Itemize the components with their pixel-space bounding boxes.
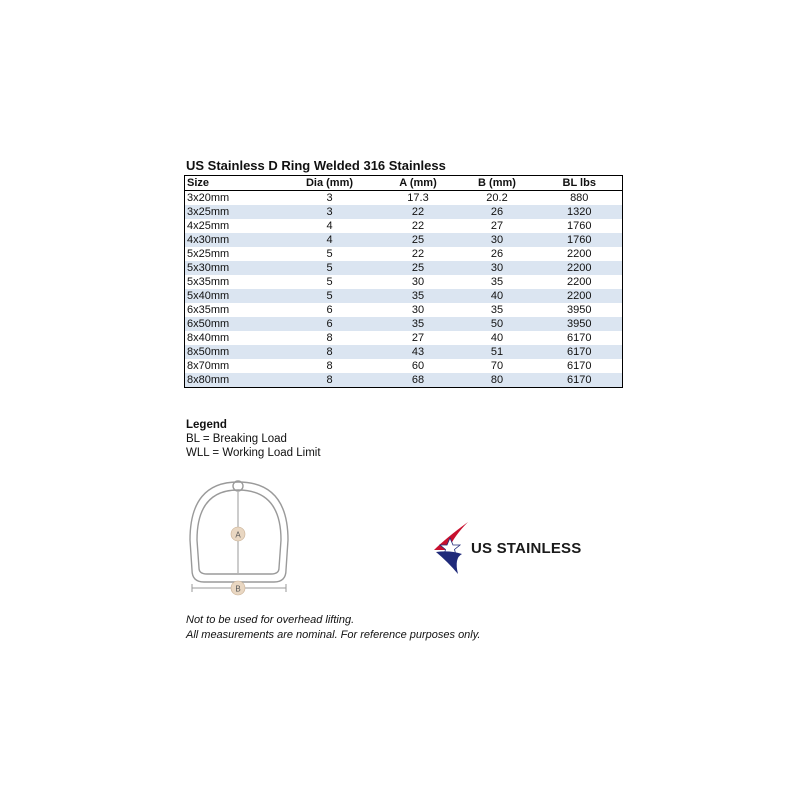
cell-b: 35 [490, 276, 504, 288]
cell-size: 6x35mm [187, 304, 230, 316]
cell-b: 40 [490, 332, 504, 344]
cell-dia: 5 [326, 276, 333, 288]
cell-size: 4x30mm [185, 233, 281, 247]
cell-a: 68 [379, 373, 458, 388]
cell-a: 60 [411, 360, 425, 372]
cell-a: 25 [379, 261, 458, 275]
cell-b: 27 [490, 220, 504, 232]
table-row [185, 219, 623, 233]
cell-bl: 2200 [567, 276, 592, 288]
header-b: B (mm) [458, 176, 537, 191]
logo-text: US STAINLESS [471, 540, 582, 557]
cell-size: 6x50mm [185, 317, 281, 331]
us-stainless-logo-icon [432, 520, 472, 576]
cell-bl: 6170 [537, 373, 623, 388]
spec-table [184, 175, 623, 388]
cell-a: 22 [411, 220, 425, 232]
table-row [185, 331, 623, 345]
label-b: B [235, 584, 241, 594]
cell-bl: 6170 [567, 360, 592, 372]
cell-b: 35 [490, 304, 504, 316]
cell-dia: 6 [281, 317, 379, 331]
cell-dia: 8 [281, 373, 379, 388]
table-row [185, 373, 623, 388]
cell-dia: 8 [326, 332, 333, 344]
cell-dia: 5 [326, 248, 333, 260]
table-row [185, 205, 623, 219]
cell-dia: 5 [281, 261, 379, 275]
cell-bl: 6170 [567, 332, 592, 344]
cell-size: 8x50mm [185, 345, 281, 359]
legend-item-wll: WLL = Working Load Limit [186, 447, 321, 459]
cell-bl: 3950 [537, 317, 623, 331]
legend-heading: Legend [186, 419, 227, 431]
cell-size: 8x80mm [185, 373, 281, 388]
notes [186, 613, 481, 643]
cell-b: 51 [458, 345, 537, 359]
table-row [185, 317, 623, 331]
cell-dia: 3 [281, 205, 379, 219]
table-row [185, 345, 623, 359]
cell-size: 8x70mm [187, 360, 230, 372]
d-ring-diagram [170, 470, 310, 610]
cell-dia: 4 [326, 220, 333, 232]
table-row [185, 261, 623, 275]
table-body [185, 191, 623, 388]
cell-a: 25 [379, 233, 458, 247]
cell-b: 70 [490, 360, 504, 372]
cell-size: 8x40mm [187, 332, 230, 344]
legend-item-bl: BL = Breaking Load [186, 433, 287, 445]
cell-bl: 880 [570, 192, 589, 204]
logo-blue-swoosh [436, 551, 462, 574]
cell-b: 30 [458, 233, 537, 247]
cell-size: 5x30mm [185, 261, 281, 275]
cell-b: 26 [458, 205, 537, 219]
cell-dia: 3 [326, 192, 333, 204]
cell-size: 4x25mm [187, 220, 230, 232]
cell-size: 5x35mm [187, 276, 230, 288]
table-row [185, 303, 623, 317]
header-size: Size [185, 176, 281, 191]
cell-size: 5x25mm [187, 248, 230, 260]
table-header-row [185, 176, 623, 191]
cell-dia: 4 [281, 233, 379, 247]
table-row [185, 275, 623, 289]
cell-b: 26 [490, 248, 504, 260]
cell-dia: 5 [281, 289, 379, 303]
cell-b: 80 [458, 373, 537, 388]
cell-a: 30 [411, 276, 425, 288]
cell-bl: 2200 [537, 261, 623, 275]
cell-b: 30 [458, 261, 537, 275]
cell-bl: 2200 [537, 289, 623, 303]
cell-a: 17.3 [407, 192, 429, 204]
cell-bl: 1760 [567, 220, 592, 232]
table-row [185, 359, 623, 373]
header-bl: BL lbs [537, 176, 623, 191]
label-a: A [235, 530, 241, 540]
cell-bl: 6170 [537, 345, 623, 359]
table-row [185, 191, 623, 206]
legend [186, 418, 321, 460]
cell-b: 40 [458, 289, 537, 303]
cell-a: 35 [379, 317, 458, 331]
cell-size: 5x40mm [185, 289, 281, 303]
cell-bl: 3950 [567, 304, 592, 316]
table-row [185, 233, 623, 247]
cell-a: 43 [379, 345, 458, 359]
page-title: US Stainless D Ring Welded 316 Stainless [186, 158, 446, 173]
note-overhead: Not to be used for overhead lifting. [186, 614, 355, 626]
header-dia: Dia (mm) [281, 176, 379, 191]
header-a: A (mm) [379, 176, 458, 191]
cell-bl: 1320 [537, 205, 623, 219]
cell-size: 3x20mm [187, 192, 230, 204]
cell-size: 3x25mm [185, 205, 281, 219]
table-row [185, 289, 623, 303]
cell-a: 22 [379, 205, 458, 219]
cell-a: 22 [411, 248, 425, 260]
cell-bl: 2200 [567, 248, 592, 260]
table-row [185, 247, 623, 261]
cell-dia: 8 [281, 345, 379, 359]
cell-dia: 6 [326, 304, 333, 316]
cell-a: 30 [411, 304, 425, 316]
cell-b: 20.2 [486, 192, 508, 204]
cell-a: 27 [411, 332, 425, 344]
note-nominal: All measurements are nominal. For reference purposes only. [186, 629, 481, 641]
cell-b: 50 [458, 317, 537, 331]
cell-a: 35 [379, 289, 458, 303]
cell-bl: 1760 [537, 233, 623, 247]
cell-dia: 8 [326, 360, 333, 372]
